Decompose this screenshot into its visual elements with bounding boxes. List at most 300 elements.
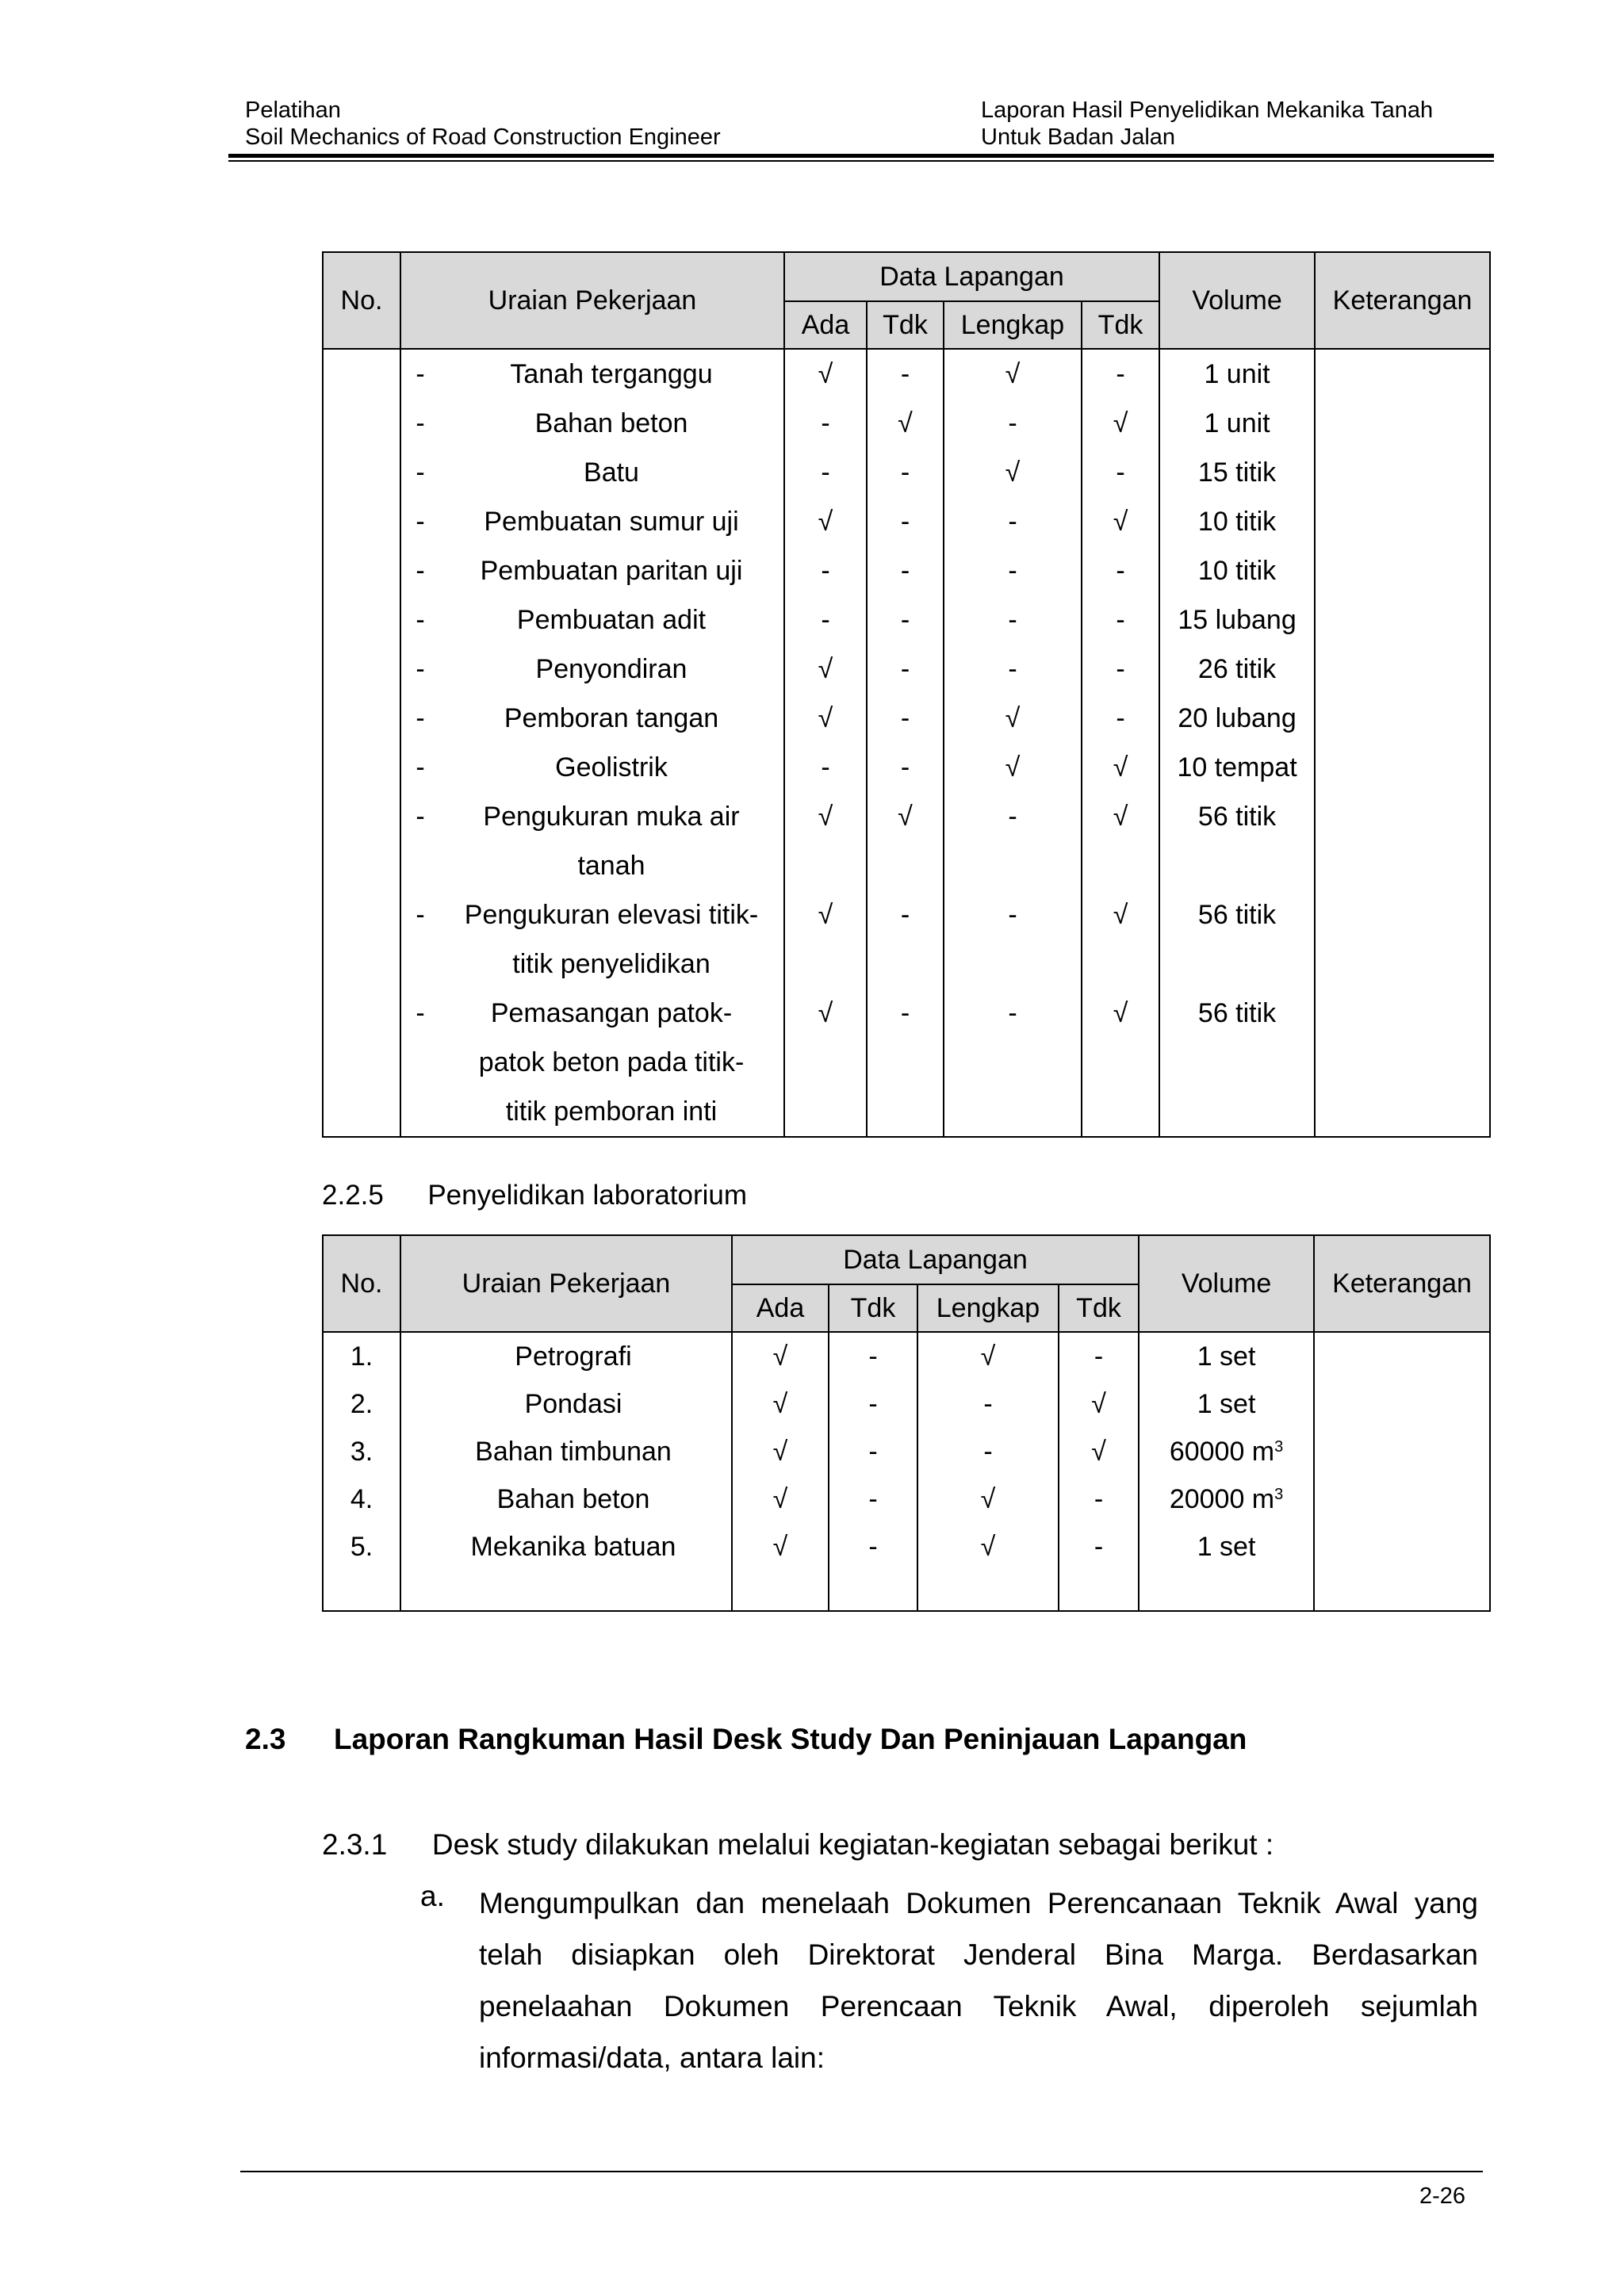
uraian-line: Pemasangan patok-	[490, 998, 733, 1028]
cell-no	[323, 989, 400, 1137]
cell-no	[323, 448, 400, 497]
cell-lengkap	[944, 546, 1082, 595]
cell-ada-value: √	[772, 1389, 788, 1419]
cell-ada	[732, 1332, 829, 1380]
volume-value: 1 set	[1197, 1532, 1256, 1562]
cell-lengkap	[944, 497, 1082, 546]
cell-ada	[732, 1380, 829, 1428]
cell-volume	[1159, 546, 1315, 595]
cell-no	[323, 1523, 400, 1571]
uraian-line: titik penyelidikan	[512, 949, 710, 979]
cell-tdk	[829, 1380, 917, 1428]
cell-tdk	[829, 1332, 917, 1380]
cell-tdk-value: √	[1091, 1389, 1106, 1419]
cell-volume-value: 56 titik	[1197, 998, 1277, 1028]
cell-lengkap	[944, 989, 1082, 1137]
cell-ada-value: -	[821, 556, 830, 586]
cell-tdk-value: -	[900, 703, 910, 733]
col-header-lengkap: Lengkap	[917, 1284, 1059, 1332]
cell-uraian	[400, 792, 784, 890]
subsection-heading-225	[322, 1180, 747, 1211]
spacer-cell	[732, 1571, 829, 1611]
cell-uraian	[400, 645, 784, 694]
cell-lengkap	[917, 1428, 1059, 1475]
cell-volume	[1139, 1332, 1314, 1380]
col-header-tdk: Tdk	[829, 1284, 917, 1332]
cell-no-value: 1.	[350, 1341, 373, 1372]
spacer-cell	[323, 1571, 400, 1611]
cell-volume	[1159, 743, 1315, 792]
cell-tdk	[867, 645, 944, 694]
volume-value: 1 set	[1197, 1389, 1256, 1419]
cell-lengkap	[944, 595, 1082, 645]
cell-volume	[1139, 1475, 1314, 1523]
cell-lengkap	[944, 743, 1082, 792]
table-row	[323, 448, 1490, 497]
list-item-a-text: Mengumpulkan dan menelaah Dokumen Perencanaan Teknik Awal yang telah disiapkan oleh Direktorat Jenderal Bina Marga. Berdasarkan penelaahan Dokumen Perencaan Teknik Awal, diperoleh sejumlah informasi/data, antara lain:	[479, 1887, 1478, 2074]
cell-lengkap-value: -	[1008, 605, 1017, 635]
cell-tdk-value: √	[1113, 998, 1128, 1028]
cell-ada	[784, 890, 867, 989]
col-header-tdk: Tdk	[1082, 301, 1159, 349]
spacer-cell	[1314, 1571, 1490, 1611]
cell-volume	[1159, 595, 1315, 645]
cell-tdk-value: √	[1113, 900, 1128, 930]
col-header-no: No.	[323, 1235, 400, 1332]
spacer-cell	[1139, 1571, 1314, 1611]
cell-no	[323, 399, 400, 448]
cell-tdk	[1082, 694, 1159, 743]
cell-keterangan	[1315, 890, 1490, 989]
cell-ada-value: √	[818, 654, 833, 684]
list-dash: -	[416, 998, 425, 1028]
uraian-line: Geolistrik	[555, 752, 668, 783]
cell-volume-value: 1 unit	[1204, 359, 1270, 389]
uraian-line: titik pemboran inti	[505, 1096, 718, 1127]
cell-tdk-value: -	[1116, 605, 1125, 635]
col-header-lengkap: Lengkap	[944, 301, 1082, 349]
cell-keterangan	[1315, 792, 1490, 890]
cell-tdk	[1082, 448, 1159, 497]
cell-tdk	[1082, 546, 1159, 595]
list-dash: -	[416, 752, 425, 783]
cell-uraian	[400, 349, 784, 399]
cell-lengkap	[944, 349, 1082, 399]
cell-uraian	[400, 399, 784, 448]
cell-tdk-value: √	[1113, 802, 1128, 832]
subsection-title: Desk study dilakukan melalui kegiatan-kegiatan sebagai berikut :	[431, 1828, 1274, 1861]
cell-tdk-value: √	[1113, 408, 1128, 438]
cell-tdk-value: -	[900, 556, 910, 586]
cell-ada	[784, 743, 867, 792]
cell-no	[323, 1428, 400, 1475]
cell-volume	[1159, 399, 1315, 448]
subsection-heading-231	[322, 1828, 1274, 1862]
section-title: Laporan Rangkuman Hasil Desk Study Dan Peninjauan Lapangan	[334, 1723, 1247, 1755]
cell-lengkap-value: -	[1008, 408, 1017, 438]
cell-tdk	[829, 1523, 917, 1571]
table-row	[323, 1428, 1490, 1475]
list-dash: -	[416, 408, 425, 438]
cell-ada	[784, 989, 867, 1137]
cell-tdk-value: -	[1116, 457, 1125, 488]
cell-volume-value: 1 unit	[1204, 408, 1270, 438]
spacer-cell	[1059, 1571, 1139, 1611]
cell-ada	[784, 595, 867, 645]
cell-no-value: 4.	[350, 1484, 373, 1514]
cell-tdk-value: √	[1091, 1437, 1106, 1467]
table-row	[323, 743, 1490, 792]
cell-tdk	[829, 1475, 917, 1523]
volume-value: 1 set	[1197, 1341, 1256, 1372]
table-row	[323, 989, 1490, 1137]
cell-ada	[784, 792, 867, 890]
cell-keterangan	[1314, 1332, 1490, 1380]
volume-exponent: 3	[1274, 1486, 1284, 1503]
cell-lengkap-value: √	[980, 1341, 996, 1372]
spacer-cell	[400, 1571, 732, 1611]
cell-tdk	[829, 1428, 917, 1475]
uraian-line: Pemboran tangan	[504, 703, 719, 733]
cell-volume	[1159, 989, 1315, 1137]
list-dash: -	[416, 556, 425, 586]
cell-keterangan	[1315, 448, 1490, 497]
cell-volume	[1159, 497, 1315, 546]
list-dash: -	[416, 900, 425, 930]
cell-tdk	[867, 595, 944, 645]
cell-lengkap-value: -	[983, 1437, 993, 1467]
table-row	[323, 399, 1490, 448]
section-heading-23	[245, 1723, 1247, 1756]
cell-ada-value: √	[772, 1341, 788, 1372]
cell-tdk	[1082, 890, 1159, 989]
uraian-line: Pembuatan adit	[516, 605, 707, 635]
list-dash: -	[416, 507, 425, 537]
cell-tdk	[867, 399, 944, 448]
cell-lengkap	[917, 1380, 1059, 1428]
cell-tdk	[1059, 1332, 1139, 1380]
cell-tdk-value: -	[868, 1341, 878, 1372]
uraian-line: Pembuatan sumur uji	[484, 507, 739, 537]
col-header-data-lapangan: Data Lapangan	[784, 252, 1159, 301]
header-training-label: Pelatihan	[245, 98, 341, 123]
cell-uraian	[400, 497, 784, 546]
table-row	[323, 792, 1490, 890]
cell-ada	[784, 349, 867, 399]
cell-ada	[784, 694, 867, 743]
cell-volume-value: 26 titik	[1197, 654, 1277, 684]
cell-tdk	[1059, 1428, 1139, 1475]
cell-tdk-value: -	[900, 752, 910, 783]
cell-tdk-value: -	[900, 998, 910, 1028]
cell-keterangan	[1315, 743, 1490, 792]
section-number: 2.3	[245, 1723, 286, 1755]
cell-no	[323, 595, 400, 645]
cell-ada-value: √	[818, 507, 833, 537]
cell-tdk-value: -	[868, 1437, 878, 1467]
cell-tdk	[867, 546, 944, 595]
cell-tdk-value: -	[900, 457, 910, 488]
cell-ada	[784, 497, 867, 546]
cell-tdk	[1082, 497, 1159, 546]
cell-lengkap	[944, 792, 1082, 890]
table-row	[323, 497, 1490, 546]
cell-tdk	[1059, 1475, 1139, 1523]
uraian-line: Pembuatan paritan uji	[480, 556, 743, 586]
cell-ada	[784, 448, 867, 497]
cell-tdk	[1082, 645, 1159, 694]
cell-keterangan	[1315, 694, 1490, 743]
col-header-volume: Volume	[1139, 1235, 1314, 1332]
cell-lengkap-value: √	[1005, 752, 1021, 783]
col-header-uraian: Uraian Pekerjaan	[400, 252, 784, 349]
cell-ada	[784, 399, 867, 448]
cell-tdk	[867, 349, 944, 399]
volume-value: 60000 m	[1169, 1437, 1275, 1467]
cell-uraian	[400, 743, 784, 792]
list-dash: -	[416, 802, 425, 832]
cell-volume-value: 15 lubang	[1178, 605, 1297, 635]
cell-ada	[732, 1428, 829, 1475]
cell-tdk-value: -	[868, 1484, 878, 1514]
cell-no	[323, 694, 400, 743]
col-header-tdk: Tdk	[1059, 1284, 1139, 1332]
cell-tdk	[867, 497, 944, 546]
cell-tdk	[867, 448, 944, 497]
cell-lengkap-value: -	[983, 1389, 993, 1419]
cell-lengkap-value: -	[1008, 900, 1017, 930]
uraian-line: tanah	[577, 851, 645, 881]
table-spacer-row	[323, 1571, 1490, 1611]
cell-volume-value: 56 titik	[1197, 900, 1277, 930]
cell-tdk	[1082, 399, 1159, 448]
cell-ada-value: √	[818, 900, 833, 930]
cell-no	[323, 497, 400, 546]
spacer-cell	[917, 1571, 1059, 1611]
cell-no	[323, 792, 400, 890]
cell-lengkap	[917, 1523, 1059, 1571]
table-row	[323, 349, 1490, 399]
cell-ada-value: -	[821, 408, 830, 438]
cell-no	[323, 1380, 400, 1428]
cell-volume	[1139, 1523, 1314, 1571]
cell-tdk	[1059, 1523, 1139, 1571]
cell-ada-value: √	[818, 359, 833, 389]
cell-no-value: 3.	[350, 1437, 373, 1467]
cell-ada-value: √	[818, 703, 833, 733]
col-header-uraian: Uraian Pekerjaan	[400, 1235, 732, 1332]
uraian-line: Pengukuran elevasi titik-	[464, 900, 759, 930]
cell-uraian	[400, 448, 784, 497]
cell-lengkap-value: -	[1008, 507, 1017, 537]
header-rule-thin	[228, 160, 1494, 162]
cell-uraian	[400, 1475, 732, 1523]
header-rule-thick	[228, 154, 1494, 158]
uraian-line: Penyondiran	[535, 654, 688, 684]
cell-volume	[1159, 694, 1315, 743]
uraian-line: Batu	[584, 457, 639, 488]
cell-lengkap-value: √	[1005, 359, 1021, 389]
cell-ada-value: -	[821, 605, 830, 635]
table-row	[323, 694, 1490, 743]
cell-tdk-value: √	[898, 802, 913, 832]
cell-tdk-value: -	[1116, 556, 1125, 586]
cell-volume-value: 10 titik	[1197, 507, 1277, 537]
cell-lengkap	[944, 448, 1082, 497]
cell-no	[323, 645, 400, 694]
cell-tdk-value: -	[1094, 1484, 1104, 1514]
cell-lengkap	[944, 645, 1082, 694]
cell-keterangan	[1315, 595, 1490, 645]
volume-line	[1139, 1333, 1313, 1380]
cell-tdk	[867, 890, 944, 989]
col-header-ada: Ada	[732, 1284, 829, 1332]
list-dash: -	[416, 605, 425, 635]
uraian-line: patok beton pada titik-	[478, 1047, 745, 1077]
cell-volume	[1159, 792, 1315, 890]
cell-lengkap	[917, 1332, 1059, 1380]
table-row	[323, 1475, 1490, 1523]
cell-uraian	[400, 890, 784, 989]
col-header-keterangan: Keterangan	[1314, 1235, 1490, 1332]
volume-line	[1139, 1523, 1313, 1571]
cell-tdk	[867, 743, 944, 792]
uraian-line: Pengukuran muka air	[483, 802, 740, 832]
col-header-ada: Ada	[784, 301, 867, 349]
cell-ada-value: √	[818, 998, 833, 1028]
cell-volume	[1139, 1380, 1314, 1428]
cell-volume-value: 10 tempat	[1177, 752, 1297, 783]
cell-keterangan	[1314, 1475, 1490, 1523]
table-row	[323, 1523, 1490, 1571]
cell-keterangan	[1315, 399, 1490, 448]
list-item-a-label: a.	[420, 1880, 445, 1912]
cell-volume	[1159, 645, 1315, 694]
cell-uraian	[400, 595, 784, 645]
cell-no	[323, 349, 400, 399]
cell-volume	[1159, 448, 1315, 497]
cell-tdk	[1082, 792, 1159, 890]
cell-lengkap	[944, 399, 1082, 448]
cell-no-value: 2.	[350, 1389, 373, 1419]
cell-tdk-value: -	[900, 605, 910, 635]
cell-tdk-value: √	[1113, 752, 1128, 783]
cell-tdk-value: -	[868, 1389, 878, 1419]
table-row	[323, 1332, 1490, 1380]
page-number: 2-26	[1419, 2183, 1466, 2209]
cell-keterangan	[1314, 1380, 1490, 1428]
cell-volume-value: 20 lubang	[1178, 703, 1297, 733]
cell-tdk	[1082, 743, 1159, 792]
cell-tdk-value: -	[1094, 1341, 1104, 1372]
cell-lengkap-value: -	[1008, 998, 1017, 1028]
cell-ada-value: -	[821, 752, 830, 783]
cell-no-value: 5.	[350, 1532, 373, 1562]
cell-uraian-value: Mekanika batuan	[470, 1532, 676, 1562]
list-dash: -	[416, 703, 425, 733]
subsection-number: 2.3.1	[322, 1828, 388, 1861]
cell-lengkap	[917, 1475, 1059, 1523]
cell-lengkap-value: -	[1008, 556, 1017, 586]
list-dash: -	[416, 359, 425, 389]
cell-tdk-value: -	[1116, 359, 1125, 389]
col-header-no: No.	[323, 252, 400, 349]
cell-lengkap-value: √	[1005, 703, 1021, 733]
cell-tdk-value: -	[1094, 1532, 1104, 1562]
list-dash: -	[416, 654, 425, 684]
volume-exponent: 3	[1274, 1438, 1284, 1456]
cell-tdk-value: -	[900, 507, 910, 537]
header-report-title: Laporan Hasil Penyelidikan Mekanika Tanah	[981, 98, 1434, 123]
cell-volume-value: 10 titik	[1197, 556, 1277, 586]
uraian-line: Tanah terganggu	[510, 359, 713, 389]
header-report-subtitle: Untuk Badan Jalan	[981, 124, 1176, 150]
cell-uraian	[400, 1523, 732, 1571]
cell-lengkap	[944, 694, 1082, 743]
cell-no	[323, 743, 400, 792]
cell-keterangan	[1315, 989, 1490, 1137]
cell-tdk-value: -	[900, 654, 910, 684]
cell-keterangan	[1315, 645, 1490, 694]
cell-uraian-value: Pondasi	[524, 1389, 622, 1419]
table-row	[323, 546, 1490, 595]
table-row	[323, 1380, 1490, 1428]
cell-tdk	[867, 792, 944, 890]
header-left	[245, 97, 721, 151]
table-row	[323, 595, 1490, 645]
cell-uraian	[400, 989, 784, 1137]
cell-uraian	[400, 1332, 732, 1380]
cell-ada	[784, 645, 867, 694]
cell-ada-value: √	[772, 1437, 788, 1467]
cell-tdk	[1082, 349, 1159, 399]
cell-volume	[1159, 890, 1315, 989]
volume-line	[1139, 1428, 1313, 1475]
list-dash: -	[416, 457, 425, 488]
col-header-keterangan: Keterangan	[1315, 252, 1490, 349]
cell-tdk	[1082, 595, 1159, 645]
lab-investigation-table	[322, 1234, 1491, 1612]
cell-no	[323, 1475, 400, 1523]
cell-lengkap-value: √	[980, 1532, 996, 1562]
cell-uraian-value: Bahan beton	[496, 1484, 650, 1514]
cell-ada	[732, 1523, 829, 1571]
cell-keterangan	[1314, 1523, 1490, 1571]
subsection-number: 2.2.5	[322, 1180, 384, 1211]
volume-line	[1139, 1475, 1313, 1523]
cell-keterangan	[1315, 546, 1490, 595]
cell-tdk-value: -	[900, 359, 910, 389]
table-row	[323, 890, 1490, 989]
cell-ada-value: -	[821, 457, 830, 488]
cell-lengkap-value: √	[980, 1484, 996, 1514]
cell-tdk	[1082, 989, 1159, 1137]
col-header-volume: Volume	[1159, 252, 1315, 349]
cell-ada-value: √	[818, 802, 833, 832]
cell-keterangan	[1315, 497, 1490, 546]
cell-uraian	[400, 1428, 732, 1475]
subsection-title: Penyelidikan laboratorium	[427, 1180, 748, 1211]
spacer-cell	[829, 1571, 917, 1611]
cell-no	[323, 1332, 400, 1380]
cell-tdk	[1059, 1380, 1139, 1428]
cell-ada	[784, 546, 867, 595]
cell-uraian	[400, 694, 784, 743]
cell-no	[323, 546, 400, 595]
cell-tdk-value: √	[1113, 507, 1128, 537]
header-right	[981, 97, 1433, 151]
footer-rule	[240, 2171, 1483, 2172]
